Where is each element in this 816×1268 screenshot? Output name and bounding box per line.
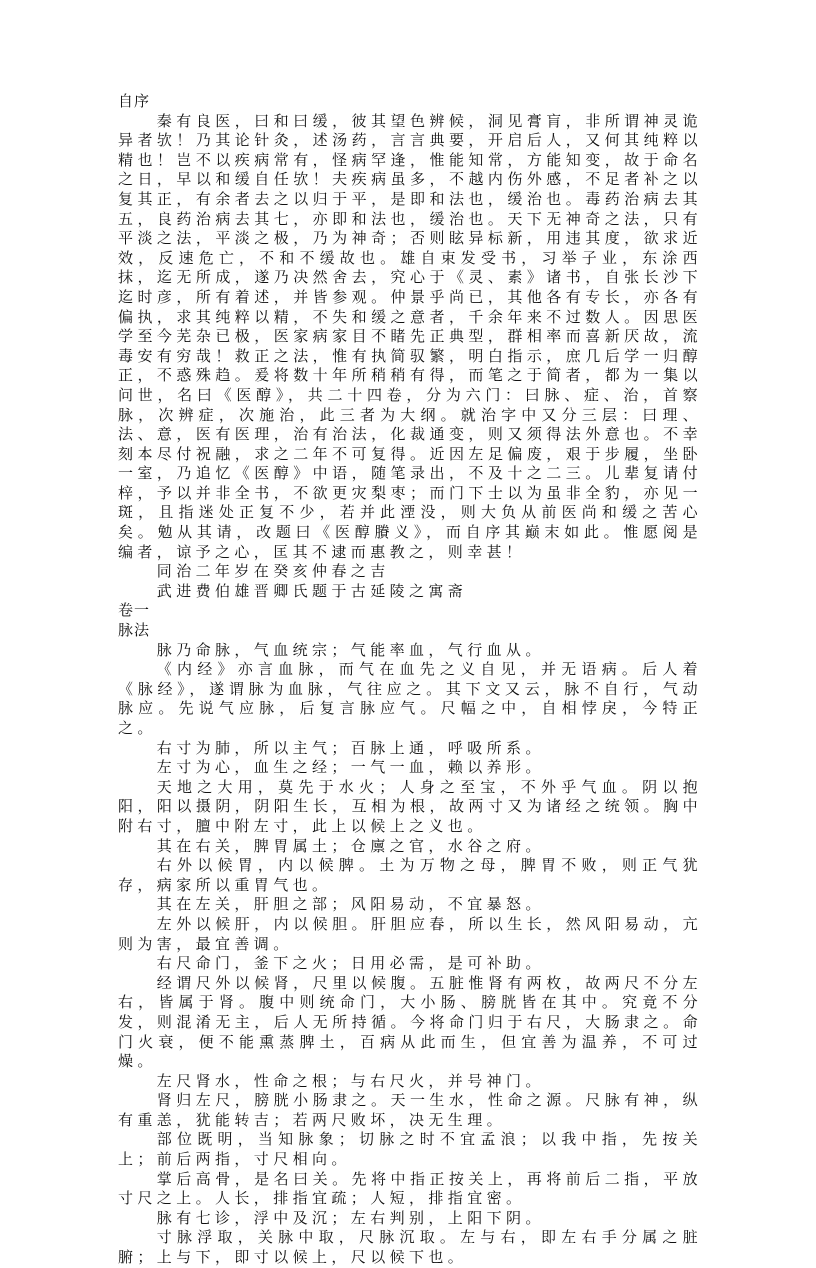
paragraph: 脉乃命脉，气血统宗；气能率血，气行血从。: [156, 640, 545, 659]
preface-signature: 武进费伯雄晋卿氏题于古延陵之寓斋: [156, 581, 468, 600]
paragraph: 天地之大用，莫先于水火；人身之至宝，不外乎气血。阴以抱阳，阳以摄阴，阴阳生长，互相为根，故两寸又为诸经之统领。胸中附右寸，膻中附左寸，此上以候上之义也。: [118, 777, 702, 835]
paragraph: 经谓尺外以候肾，尺里以候腹。五脏惟肾有两枚，故两尺不分左右，皆属于肾。腹中则统命门，大小肠、膀胱皆在其中。究竟不分发，则混淆无主，后人无所持循。今将命门归于右尺，大肠隶之。命门火衰，便不能熏蒸脾土，百病从此而生，但宜善为温养，不可过燥。: [118, 973, 702, 1071]
section-heading: 脉法: [118, 621, 151, 640]
paragraph: 右尺命门，釜下之火；日用必需，是可补助。: [156, 954, 545, 973]
paragraph: 脉有七诊，浮中及沉；左右判别，上阳下阴。: [156, 1208, 545, 1227]
paragraph: 左尺肾水，性命之根；与右尺火，并号神门。: [156, 1071, 545, 1090]
preface-body: 秦有良医，曰和曰缓，彼其望色辨候，洞见膏肓，非所谓神灵诡异者欤！乃其论针灸，述汤药，言言典要，开启后人，又何其纯粹以精也！岂不以疾病常有，怪病罕逢，惟能知常，方能知变，故于命名之日，早以和缓自任欤！夫疾病虽多，不越内伤外感，不足者补之以复其正，有余者去之以归于平，是即和法也，缓治也。毒药治病去其五，良药治病去其七，亦即和法也，缓治也。天下无神奇之法，只有平淡之法，平淡之极，乃为神奇；否则眩异标新，用违其度，欲求近效，反速危亡，不和不缓故也。雄自束发受书，习举子业，东涂西抹，迄无所成，遂乃决然舍去，究心于《灵、素》诸书，自张长沙下迄时彦，所有着述，并皆参观。仲景乎尚已，其他各有专长，亦各有偏执，求其纯粹以精，不失和缓之意者，千余年来不过数人。因思医学至今芜杂已极，医家病家目不睹先正典型，群相率而喜新厌故，流毒安有穷哉！救正之法，惟有执简驭繁，明白指示，庶几后学一归醇正，不惑殊趋。爰将数十年所稍稍有得，而笔之于简者，都为一集以问世，名曰《医醇》，共二十四卷，分为六门：曰脉、症、治，首察脉，次辨症，次施治，此三者为大纲。就治字中又分三层：曰理、法、意，医有医理，治有治法，化裁通变，则又须得法外意也。不幸刻本尽付祝融，求之二年不可复得。近因左足偏废，艰于步履，坐卧一室，乃追忆《医醇》中语，随笔录出，不及十之二三。儿辈复请付梓，予以并非全书，不欲更灾梨枣；而门下士以为虽非全豹，亦见一斑，且指迷处正复不少，若并此湮没，则大负从前医尚和缓之苦心矣。勉从其请，改题曰《医醇賸义》，而自序其巅末如此。惟愿阅是编者，谅予之心，匡其不逮而惠教之，则幸甚！: [118, 111, 702, 561]
paragraph: 右外以候胃，内以候脾。土为万物之母，脾胃不败，则正气犹存，病家所以重胃气也。: [118, 856, 702, 894]
paragraph: 其在右关，脾胃属土；仓廪之官，水谷之府。: [156, 836, 545, 855]
paragraph: 其在左关，肝胆之部；风阳易动，不宜暴怒。: [156, 895, 545, 914]
paragraph: 《内经》亦言血脉，而气在血先之义自见，并无语病。后人着《脉经》，遂谓脉为血脉，气往应之。其下文又云，脉不自行，气动脉应。先说气应脉，后复言脉应气。尺幅之中，自相悖戾，今特正之。: [118, 660, 702, 737]
section-body: [118, 641, 702, 1268]
preface-title: 自序: [118, 92, 151, 110]
volume-heading: 卷一: [118, 601, 151, 620]
paragraph: 右寸为肺，所以主气；百脉上通，呼吸所系。: [156, 738, 545, 757]
paragraph: 左寸为心，血生之经；一气一血，赖以养形。: [156, 758, 545, 777]
paragraph: 肾归左尺，膀胱小肠隶之。天一生水，性命之源。尺脉有神，纵有重恙，犹能转吉；若两尺败坏，决无生理。: [118, 1091, 702, 1129]
document-page: [118, 92, 702, 1268]
paragraph: 左外以候肝，内以候胆。肝胆应春，所以生长，然风阳易动，亢则为害，最宜善调。: [118, 914, 702, 953]
paragraph: 掌后高骨，是名曰关。先将中指正按关上，再将前后二指，平放寸尺之上。人长，排指宜疏；人短，排指宜密。: [118, 1169, 702, 1208]
preface-date: 同治二年岁在癸亥仲春之吉: [156, 562, 390, 581]
paragraph: 部位既明，当知脉象；切脉之时不宜孟浪；以我中指，先按关上；前后两指，寸尺相向。: [118, 1130, 702, 1169]
paragraph: 寸脉浮取，关脉中取，尺脉沉取。左与右，即左右手分属之脏腑；上与下，即寸以候上，尺以候下也。: [118, 1228, 702, 1267]
